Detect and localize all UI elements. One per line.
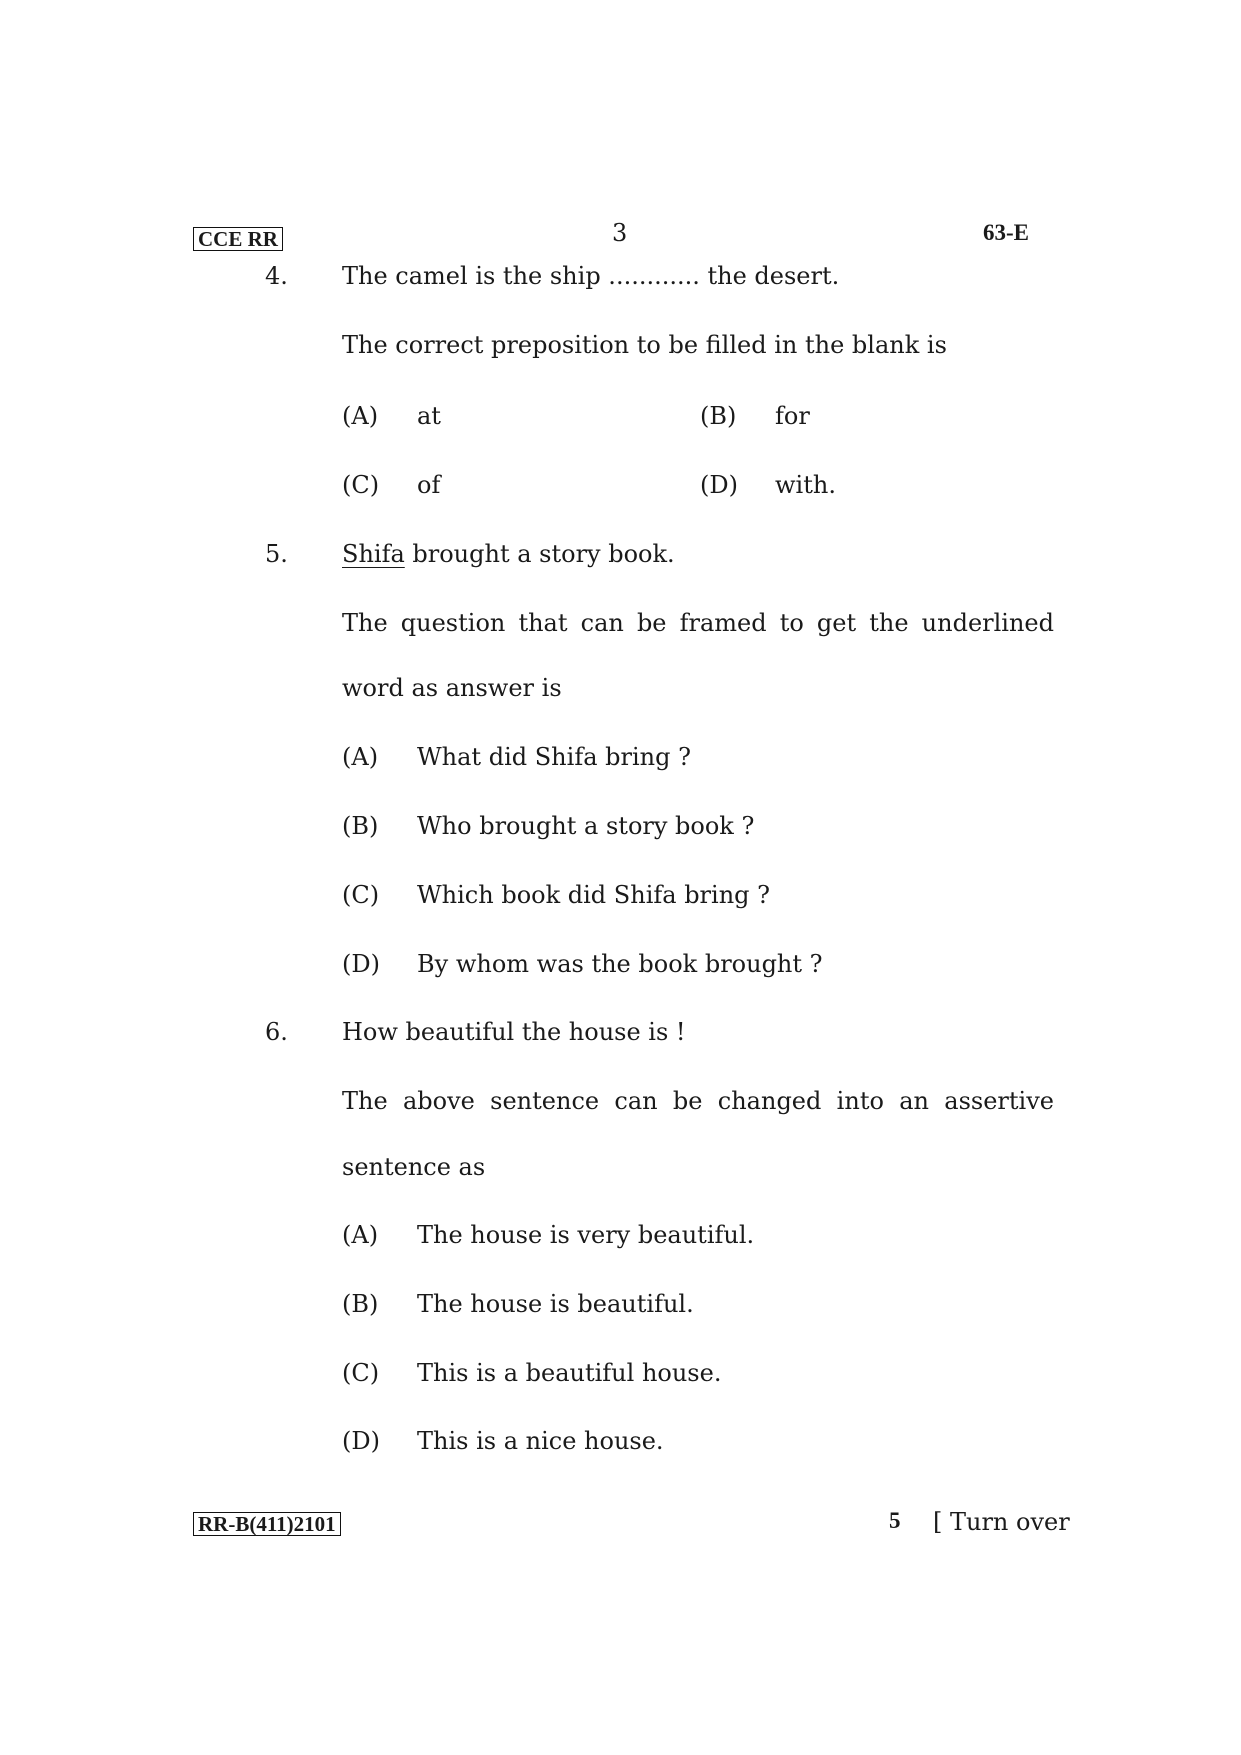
question-stem: The camel is the ship ............ the desert. bbox=[342, 262, 840, 290]
turn-over-label: [ Turn over bbox=[933, 1508, 1070, 1536]
option-text: for bbox=[775, 402, 810, 430]
option-text: What did Shifa bring ? bbox=[417, 743, 691, 771]
question-stem bbox=[342, 539, 675, 569]
question-instruction-line-2: sentence as bbox=[342, 1153, 486, 1181]
footer-code-box: RR-B(411)2101 bbox=[193, 1512, 341, 1536]
option-text: By whom was the book brought ? bbox=[417, 950, 823, 978]
question-number: 4. bbox=[265, 262, 288, 290]
question-instruction: The correct preposition to be filled in the blank is bbox=[342, 331, 947, 359]
option-text: The house is very beautiful. bbox=[417, 1221, 755, 1249]
option-label: (C) bbox=[342, 471, 380, 499]
stem-rest: brought a story book. bbox=[404, 540, 675, 568]
option-text: The house is beautiful. bbox=[417, 1290, 694, 1318]
question-instruction-line-2: word as answer is bbox=[342, 674, 562, 702]
question-instruction-line-1: The above sentence can be changed into an assertive bbox=[342, 1087, 1054, 1115]
header-cce-rr-box: CCE RR bbox=[193, 227, 283, 251]
paper-code: 63-E bbox=[983, 220, 1029, 245]
option-label: (A) bbox=[342, 1221, 379, 1249]
question-instruction-line-1: The question that can be framed to get the underlined bbox=[342, 609, 1054, 637]
option-label: (B) bbox=[700, 402, 737, 430]
sheet-number: 5 bbox=[889, 1508, 901, 1533]
question-stem: How beautiful the house is ! bbox=[342, 1018, 686, 1046]
option-label: (C) bbox=[342, 881, 380, 909]
option-label: (A) bbox=[342, 402, 379, 430]
page-number: 3 bbox=[612, 219, 628, 247]
option-text: This is a beautiful house. bbox=[417, 1359, 722, 1387]
question-number: 6. bbox=[265, 1018, 288, 1046]
option-label: (B) bbox=[342, 812, 379, 840]
option-text: Who brought a story book ? bbox=[417, 812, 755, 840]
underlined-word: Shifa bbox=[342, 540, 405, 568]
option-text: Which book did Shifa bring ? bbox=[417, 881, 771, 909]
option-label: (D) bbox=[342, 950, 380, 978]
option-text: with. bbox=[775, 471, 836, 499]
option-label: (D) bbox=[700, 471, 738, 499]
option-text: at bbox=[417, 402, 441, 430]
option-label: (B) bbox=[342, 1290, 379, 1318]
question-number: 5. bbox=[265, 540, 288, 568]
option-text: This is a nice house. bbox=[417, 1427, 664, 1455]
option-label: (D) bbox=[342, 1427, 380, 1455]
option-label: (C) bbox=[342, 1359, 380, 1387]
option-label: (A) bbox=[342, 743, 379, 771]
option-text: of bbox=[417, 471, 441, 499]
